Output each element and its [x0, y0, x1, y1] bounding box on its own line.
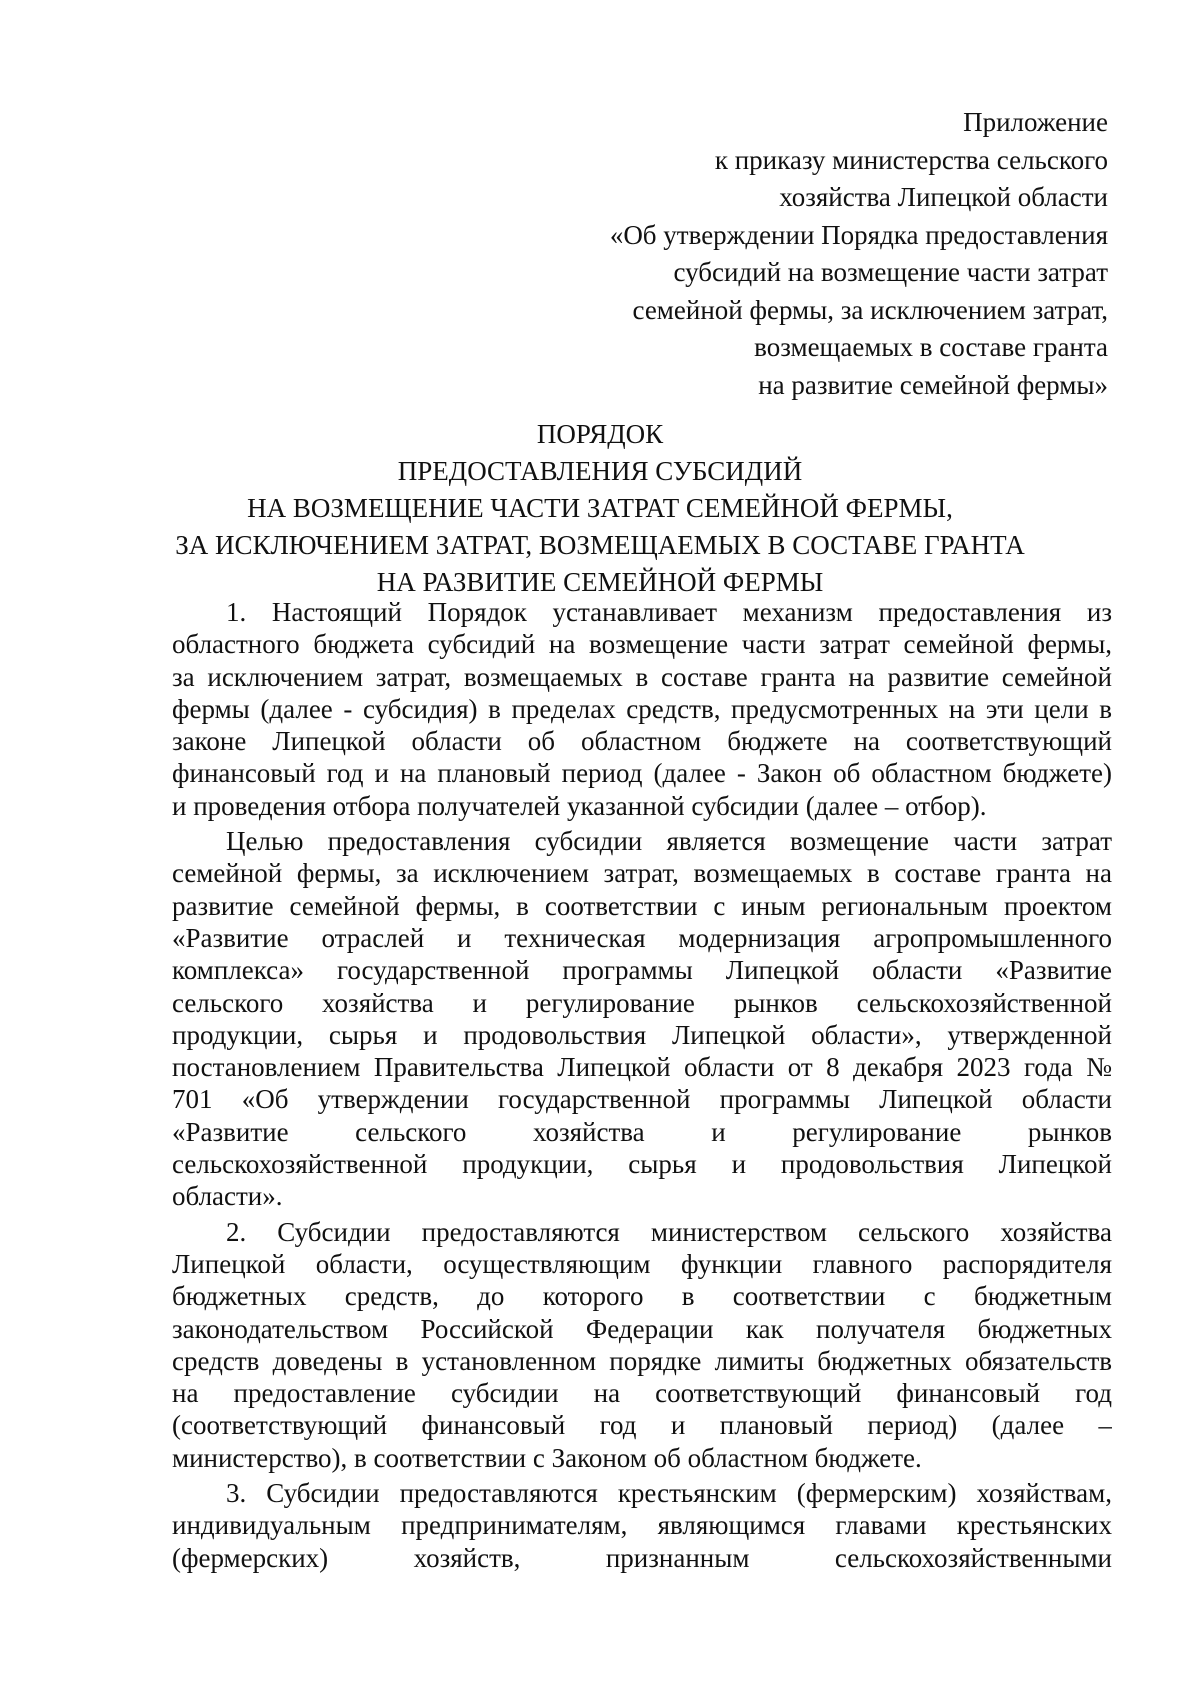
- text-line: за исключением затрат, возмещаемых в составе гранта на развитие семейной: [172, 661, 1112, 692]
- text-line: (фермерских) хозяйств, признанным сельскохозяйственными: [172, 1542, 1112, 1573]
- text-line: законе Липецкой области об областном бюджете на соответствующий: [172, 726, 1112, 757]
- text-line: 2. Субсидии предоставляются министерством сельского хозяйства: [226, 1216, 1112, 1247]
- text-line: финансовый год и на плановый период (далее - Закон об областном бюджете): [172, 758, 1112, 789]
- text-line: «Развитие отраслей и техническая модернизация агропромышленного: [172, 922, 1112, 953]
- text-line: министерство), в соответствии с Законом об областном бюджете.: [172, 1442, 922, 1473]
- text-line: Липецкой области, осуществляющим функции главного распорядителя: [172, 1248, 1112, 1279]
- text-line: сельского хозяйства и регулирование рынков сельскохозяйственной: [172, 987, 1112, 1018]
- title-line: ПОРЯДОК: [536, 419, 664, 449]
- title-line: ЗА ИСКЛЮЧЕНИЕМ ЗАТРАТ, ВОЗМЕЩАЕМЫХ В СОСТАВЕ ГРАНТА: [175, 530, 1025, 560]
- text-line: средств доведены в установленном порядке лимиты бюджетных обязательств: [172, 1345, 1112, 1376]
- text-line: фермы (далее - субсидия) в пределах средств, предусмотренных на эти цели в: [172, 693, 1112, 724]
- appendix-header: [408, 104, 1108, 404]
- text-line: индивидуальным предпринимателям, являющимся главами крестьянских: [172, 1510, 1112, 1541]
- title-line: ПРЕДОСТАВЛЕНИЯ СУБСИДИЙ: [397, 456, 803, 486]
- text-line: 1. Настоящий Порядок устанавливает механизм предоставления из: [226, 597, 1112, 627]
- appendix-line: к приказу министерства сельского: [714, 144, 1108, 175]
- document-body: [172, 596, 1112, 1577]
- text-line: Целью предоставления субсидии является возмещение части затрат: [226, 826, 1112, 857]
- appendix-line: семейной фермы, за исключением затрат,: [632, 294, 1108, 325]
- appendix-line: субсидий на возмещение части затрат: [673, 257, 1108, 287]
- paragraph-1: [172, 596, 1112, 822]
- text-line: и проведения отбора получателей указанной субсидии (далее – отбор).: [172, 790, 987, 821]
- text-line: законодательством Российской Федерации как получателя бюджетных: [172, 1313, 1112, 1344]
- appendix-line: Приложение: [963, 107, 1108, 137]
- title-line: НА РАЗВИТИЕ СЕМЕЙНОЙ ФЕРМЫ: [376, 567, 824, 597]
- appendix-line: возмещаемых в составе гранта: [754, 332, 1108, 362]
- text-line: комплекса» государственной программы Липецкой области «Развитие: [172, 955, 1112, 986]
- paragraph-3: [172, 1477, 1112, 1574]
- text-line: на предоставление субсидии на соответствующий финансовый год: [172, 1378, 1112, 1409]
- appendix-line: хозяйства Липецкой области: [779, 182, 1108, 212]
- title-line: НА ВОЗМЕЩЕНИЕ ЧАСТИ ЗАТРАТ СЕМЕЙНОЙ ФЕРМЫ,: [247, 493, 953, 523]
- text-line: областного бюджета субсидий на возмещение части затрат семейной фермы,: [172, 629, 1112, 660]
- text-line: 701 «Об утверждении государственной программы Липецкой области: [172, 1084, 1112, 1115]
- document-title: [0, 416, 1200, 601]
- appendix-line: «Об утверждении Порядка предоставления: [609, 219, 1108, 250]
- text-line: 3. Субсидии предоставляются крестьянским (фермерским) хозяйствам,: [226, 1478, 1112, 1509]
- text-line: развитие семейной фермы, в соответствии с иным региональным проектом: [172, 890, 1112, 921]
- appendix-line: на развитие семейной фермы»: [758, 369, 1108, 400]
- paragraph-purpose: [172, 825, 1112, 1213]
- text-line: области».: [172, 1181, 283, 1212]
- text-line: продукции, сырья и продовольствия Липецкой области», утвержденной: [172, 1019, 1112, 1050]
- text-line: (соответствующий финансовый год и плановый период) (далее –: [172, 1410, 1112, 1441]
- text-line: постановлением Правительства Липецкой области от 8 декабря 2023 года №: [172, 1052, 1112, 1083]
- text-line: сельскохозяйственной продукции, сырья и продовольствия Липецкой: [172, 1149, 1112, 1180]
- text-line: семейной фермы, за исключением затрат, возмещаемых в составе гранта на: [172, 858, 1112, 889]
- text-line: «Развитие сельского хозяйства и регулирование рынков: [172, 1116, 1112, 1147]
- paragraph-2: [172, 1216, 1112, 1474]
- text-line: бюджетных средств, до которого в соответствии с бюджетным: [172, 1281, 1112, 1312]
